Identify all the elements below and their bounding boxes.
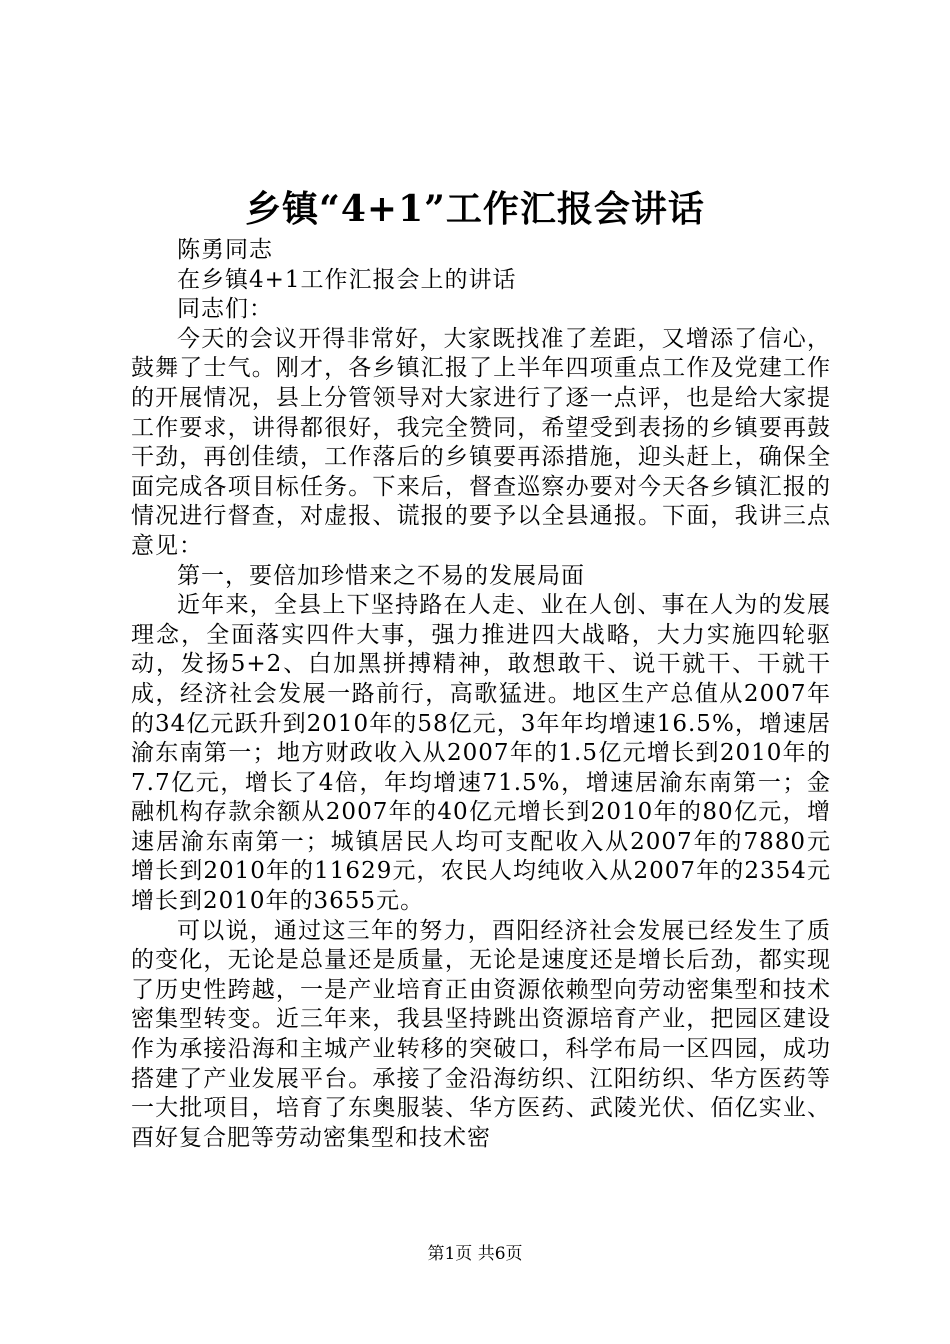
- paragraph-signatory: 陈勇同志: [177, 237, 273, 263]
- paragraph-achievements: 近年来，全县上下坚持路在人走、业在人创、事在人为的发展理念，全面落实四件大事，强力推进四大战略，大力实施四轮驱动，发扬5+2、白加黑拼搏精神，敢想敢干、说干就干、干就干成，经济社会发展一路前行，高歌猛进。地区生产总值从2007年的34亿元跃升到2010年的58亿元，3年年均增速16.5%，增速居渝东南第一；地方财政收入从2007年的1.5亿元增长到2010年的7.7亿元，增长了4倍，年均增速71.5%，增速居渝东南第一；金融机构存款余额从2007年的40亿元增长到2010年的80亿元，增速居渝东南第一；城镇居民人均可支配收入从2007年的7880元增长到2010年的11629元，农民人均纯收入从2007年的2354元增长到2010年的3655元。: [131, 592, 831, 915]
- document-title: 乡镇“4+1”工作汇报会讲话: [245, 188, 705, 230]
- paragraph-subtitle: 在乡镇4+1工作汇报会上的讲话: [177, 266, 517, 293]
- paragraph-section-heading: 第一，要倍加珍惜来之不易的发展局面: [177, 562, 585, 589]
- page-number-footer: 第1页 共6页: [427, 1244, 523, 1264]
- paragraph-intro: 今天的会议开得非常好，大家既找准了差距，又增添了信心，鼓舞了士气。刚才，各乡镇汇报了上半年四项重点工作及党建工作的开展情况，县上分管领导对大家进行了逐一点评，也是给大家提工作要求，讲得都很好，我完全赞同，希望受到表扬的乡镇要再鼓干劲，再创佳绩，工作落后的乡镇要再添措施，迎头赶上，确保全面完成各项目标任务。下来后，督查巡察办要对今天各乡镇汇报的情况进行督查，对虚报、谎报的要予以全县通报。下面，我讲三点意见：: [131, 325, 831, 559]
- paragraph-transformation: 可以说，通过这三年的努力，酉阳经济社会发展已经发生了质的变化，无论是总量还是质量，无论是速度还是增长后劲，都实现了历史性跨越，一是产业培育正由资源依赖型向劳动密集型和技术密集型转变。近三年来，我县坚持跳出资源培育产业，把园区建设作为承接沿海和主城产业转移的突破口，科学布局一区四园，成功搭建了产业发展平台。承接了金沿海纺织、江阳纺织、华方医药等一大批项目，培育了东奥服装、华方医药、武陵光伏、佰亿实业、酉好复合肥等劳动密集型和技术密: [131, 917, 831, 1151]
- paragraph-salutation: 同志们：: [177, 296, 273, 323]
- document-body: [131, 236, 831, 1153]
